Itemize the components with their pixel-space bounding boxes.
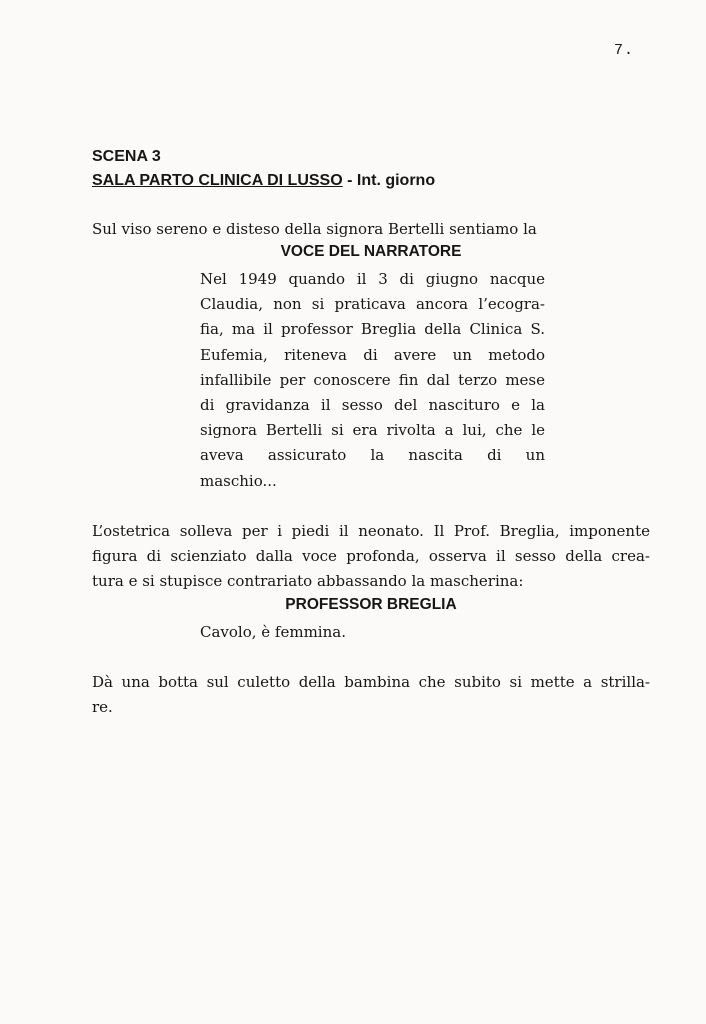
narrator-dialogue (200, 267, 545, 494)
action-line: Dà una botta sul culetto della bambina che subito si mette a strilla- (92, 673, 650, 691)
dialogue-line: Eufemia, riteneva di avere un metodo (200, 345, 545, 364)
dialogue-line: di gravidanza il sesso del nascituro e la (200, 395, 545, 414)
character-professor: PROFESSOR BREGLIA (285, 596, 457, 613)
action-paragraph-2 (92, 519, 650, 594)
action-paragraph-1 (92, 217, 650, 242)
character-narrator: VOCE DEL NARRATORE (280, 243, 462, 260)
action-line: re. (92, 698, 113, 716)
dialogue-line: Cavolo, è femmina. (200, 623, 346, 641)
scene-location: SALA PARTO CLINICA DI LUSSO (92, 172, 343, 189)
dialogue-line: signora Bertelli si era rivolta a lui, che le (200, 421, 545, 440)
scene-slugline (92, 169, 435, 193)
dialogue-line: fia, ma il professor Breglia della Clinica S. (200, 320, 545, 339)
page-number: 7. (614, 42, 635, 59)
action-paragraph-3 (92, 670, 650, 720)
dialogue-line: aveva assicurato la nascita di un (200, 446, 545, 465)
dialogue-line: Nel 1949 quando il 3 di giugno nacque (200, 270, 545, 288)
scene-separator: - (342, 172, 357, 189)
action-line: L’ostetrica solleva per i piedi il neonato. Il Prof. Breglia, imponente (92, 522, 650, 540)
scene-heading (92, 145, 435, 193)
action-line: Sul viso sereno e disteso della signora Bertelli sentiamo la (92, 220, 537, 238)
professor-dialogue (200, 620, 545, 645)
dialogue-line: maschio... (200, 471, 277, 490)
action-line: figura di scienziato dalla voce profonda, osserva il sesso della crea- (92, 547, 650, 565)
dialogue-line: Claudia, non si praticava ancora l’ecogra- (200, 295, 545, 314)
dialogue-line: infallibile per conoscere fin dal terzo mese (200, 370, 545, 389)
action-line: tura e si stupisce contrariato abbassando la mascherina: (92, 572, 524, 590)
scene-time: Int. giorno (356, 172, 436, 189)
scene-number: SCENA 3 (92, 148, 161, 165)
